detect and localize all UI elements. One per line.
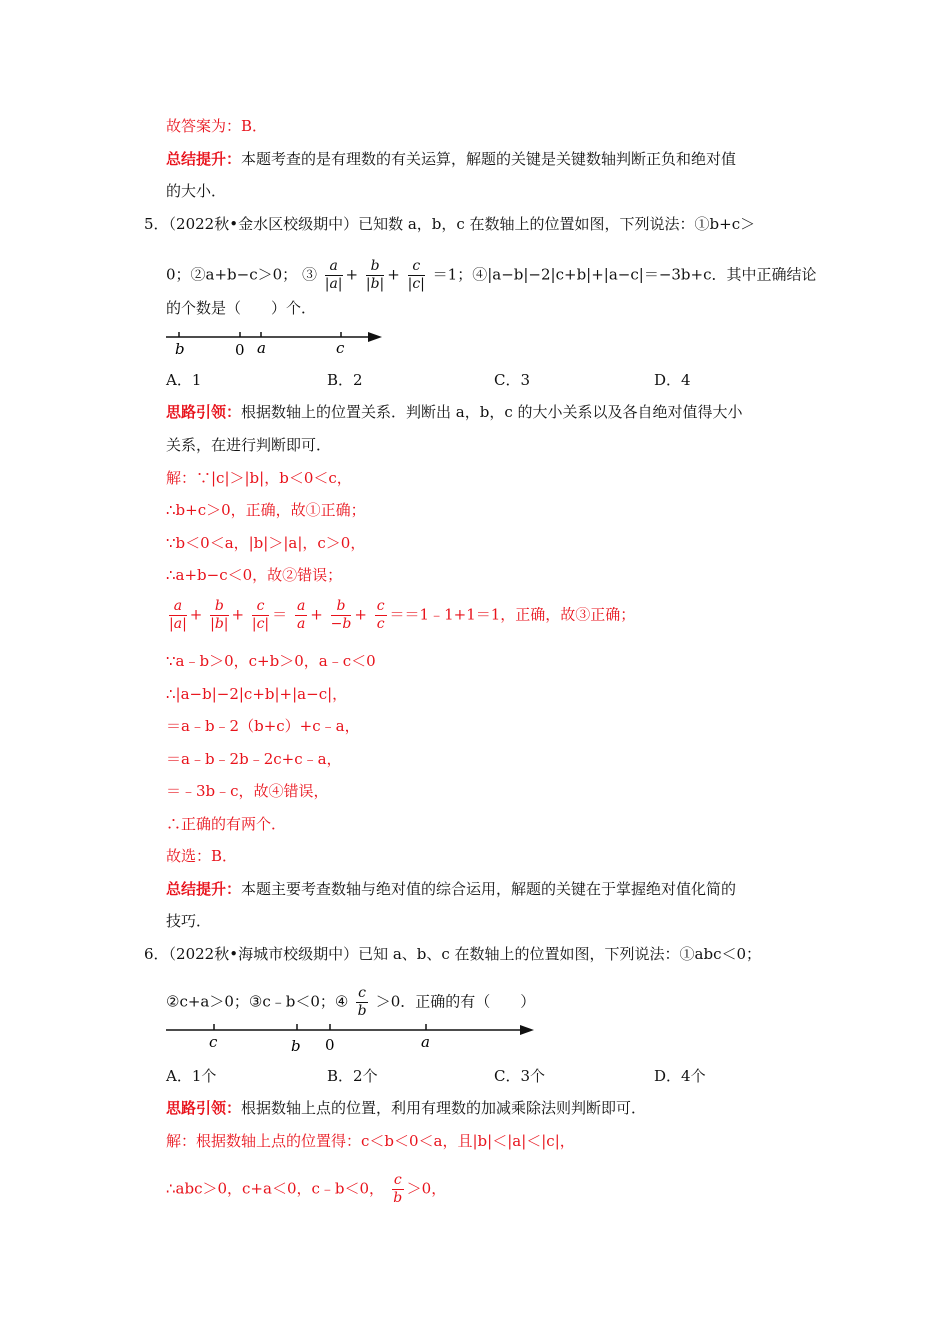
- q5-solution-line: ∵a﹣b＞0，c+b＞0，a﹣c＜0: [166, 652, 376, 670]
- q5-summary-cont: 技巧．: [166, 912, 212, 930]
- q5-summary: [166, 879, 736, 899]
- q5-axis-label-a: a: [257, 339, 266, 357]
- q5-stem2b: ＝1；④|a−b|−2|c+b|+|a−c|＝−3b+c．其中正确结论: [432, 265, 817, 284]
- q5-hint-cont: 关系，在进行判断即可．: [166, 436, 332, 454]
- q5-stem-line2: 0；②a+b−c＞0； ③ $\frac{a}{|a|}$ + $\frac{b}{|b|}$ + $\frac{c}{|c|}$ ＝1；④|a−b|−2|c+b|+|a−c|＝−3b+c．其中正确结论: [166, 258, 817, 292]
- q4-summary-label: 总结提升：: [166, 150, 242, 168]
- q5-solution-line: ∴|a−b|−2|c+b|+|a−c|，: [166, 685, 348, 703]
- q6-hint-text: 根据数轴上点的位置，利用有理数的加减乘除法则判断即可．: [241, 1099, 647, 1117]
- frac: $\frac{b}{-b}$: [330, 598, 352, 632]
- q5-solution-fractions: $\frac{a}{|a|}$ + $\frac{b}{|b|}$ + $\frac{c}{|c|}$ ＝ $\frac{a}{a}$ + $\frac{b}{-b}$ + $\frac{c}{c}$ ＝＝1﹣1+1＝1，正确，故③正确；: [169, 598, 636, 632]
- q6-axis-label-c: c: [209, 1033, 218, 1051]
- q5-hint-label: 思路引领：: [166, 403, 242, 421]
- frac: $\frac{a}{a}$: [296, 598, 306, 632]
- frac: $\frac{a}{|a|}$: [169, 598, 187, 632]
- q6-option-d[interactable]: D．4个: [654, 1067, 706, 1085]
- q5-solution-line: ∴正确的有两个．: [166, 815, 287, 833]
- q5-option-d[interactable]: D．4: [654, 371, 691, 389]
- frac: $\frac{b}{|b|}$: [210, 598, 229, 632]
- q5-solution-line: ∵b＜0＜a，|b|＞|a|，c＞0，: [166, 534, 366, 552]
- frac: $\frac{c}{|c|}$: [251, 598, 270, 632]
- q6-solution-line1: 解：根据数轴上点的位置得：c＜b＜0＜a，且|b|＜|a|＜|c|，: [166, 1132, 575, 1150]
- q5-option-b[interactable]: B．2: [327, 371, 363, 389]
- q5-option-c[interactable]: C．3: [494, 371, 531, 389]
- q5-stem2a: 0；②a+b−c＞0； ③: [166, 265, 317, 284]
- q6-axis-label-0: 0: [325, 1036, 335, 1054]
- q5-hint: [166, 402, 743, 422]
- q6-solution-tail: ＞0，: [406, 1179, 447, 1198]
- q6-solution-frac: $\frac{c}{b}$: [393, 1172, 403, 1206]
- q6-stem-line2: [166, 985, 535, 1020]
- q6-hint-label: 思路引领：: [166, 1099, 242, 1117]
- q5-hint-text: 根据数轴上的位置关系．判断出 a，b，c 的大小关系以及各自绝对值得大小: [241, 403, 743, 421]
- q6-option-b[interactable]: B．2个: [327, 1067, 378, 1085]
- q5-frac-a: $\frac{a}{|a|}$: [324, 258, 343, 292]
- q6-source: （2022秋•海城市校级期中）: [168, 945, 359, 963]
- q5-solution-line: ∴b+c＞0，正确，故①正确；: [166, 501, 366, 519]
- q5-solution-line: 解：∵|c|＞|b|，b＜0＜c，: [166, 469, 352, 487]
- q5-stem3: 的个数是（ ）个．: [166, 299, 317, 317]
- q6-stem1: 已知 a、b、c 在数轴上的位置如图，下列说法：①abc＜0；: [358, 945, 762, 963]
- q5-axis-label-b: b: [175, 340, 185, 358]
- q5-summary-label: 总结提升：: [166, 880, 242, 898]
- q5-stem-line1: [144, 214, 755, 234]
- q6-hint: [166, 1098, 646, 1118]
- q5-answer: 故选：B．: [166, 847, 238, 865]
- q6-number-line: [160, 1016, 550, 1056]
- frac: $\frac{c}{c}$: [376, 598, 385, 632]
- q4-summary-cont: 的大小．: [166, 182, 227, 200]
- q6-solution-line2: [166, 1172, 446, 1207]
- q6-axis-label-a: a: [421, 1033, 430, 1051]
- q5-solution-fraction-result: ＝1﹣1+1＝1，正确，故③正确；: [404, 605, 636, 624]
- q5-source: （2022秋•金水区校级期中）: [168, 215, 359, 233]
- q5-frac-b: $\frac{b}{|b|}$: [365, 258, 385, 292]
- q5-solution-line: ＝a﹣b﹣2b﹣2c+c﹣a，: [166, 750, 342, 768]
- q4-summary-text: 本题考查的是有理数的有关运算，解题的关键是关键数轴判断正负和绝对值: [241, 150, 737, 168]
- q5-number: 5．: [144, 215, 169, 233]
- q5-solution-line: ∴a+b−c＜0，故②错误；: [166, 566, 343, 584]
- q5-frac-c: $\frac{c}{|c|}$: [407, 258, 425, 292]
- q6-stem2a: ②c+a＞0；③c﹣b＜0；④: [166, 992, 349, 1011]
- q5-axis-label-c: c: [336, 339, 345, 357]
- q5-summary-text: 本题主要考查数轴与绝对值的综合运用，解题的关键在于掌握绝对值化简的: [241, 880, 737, 898]
- q6-stem-line1: [144, 944, 761, 964]
- q5-stem1: 已知数 a，b，c 在数轴上的位置如图，下列说法：①b+c＞: [358, 215, 756, 233]
- q5-option-a[interactable]: A．1: [166, 371, 202, 389]
- q6-stem2b: ＞0．正确的有（ ）: [375, 992, 536, 1011]
- q6-axis-label-b: b: [291, 1037, 301, 1055]
- q5-solution-line: ＝﹣3b﹣c，故④错误，: [166, 782, 329, 800]
- q5-solution-line: ＝a﹣b﹣2（b+c）+c﹣a，: [166, 717, 360, 735]
- q6-option-a[interactable]: A．1个: [166, 1067, 217, 1085]
- q6-option-c[interactable]: C．3个: [494, 1067, 546, 1085]
- q6-solution-text: ∴abc＞0，c+a＜0，c﹣b＜0，: [166, 1179, 385, 1198]
- q5-number-line: [160, 325, 390, 361]
- q6-number: 6．: [144, 945, 169, 963]
- q4-summary: [166, 149, 736, 169]
- q4-answer: 故答案为：B．: [166, 117, 268, 135]
- q5-axis-label-0: 0: [235, 341, 245, 359]
- q6-frac-c-over-b: $\frac{c}{b}$: [357, 985, 367, 1019]
